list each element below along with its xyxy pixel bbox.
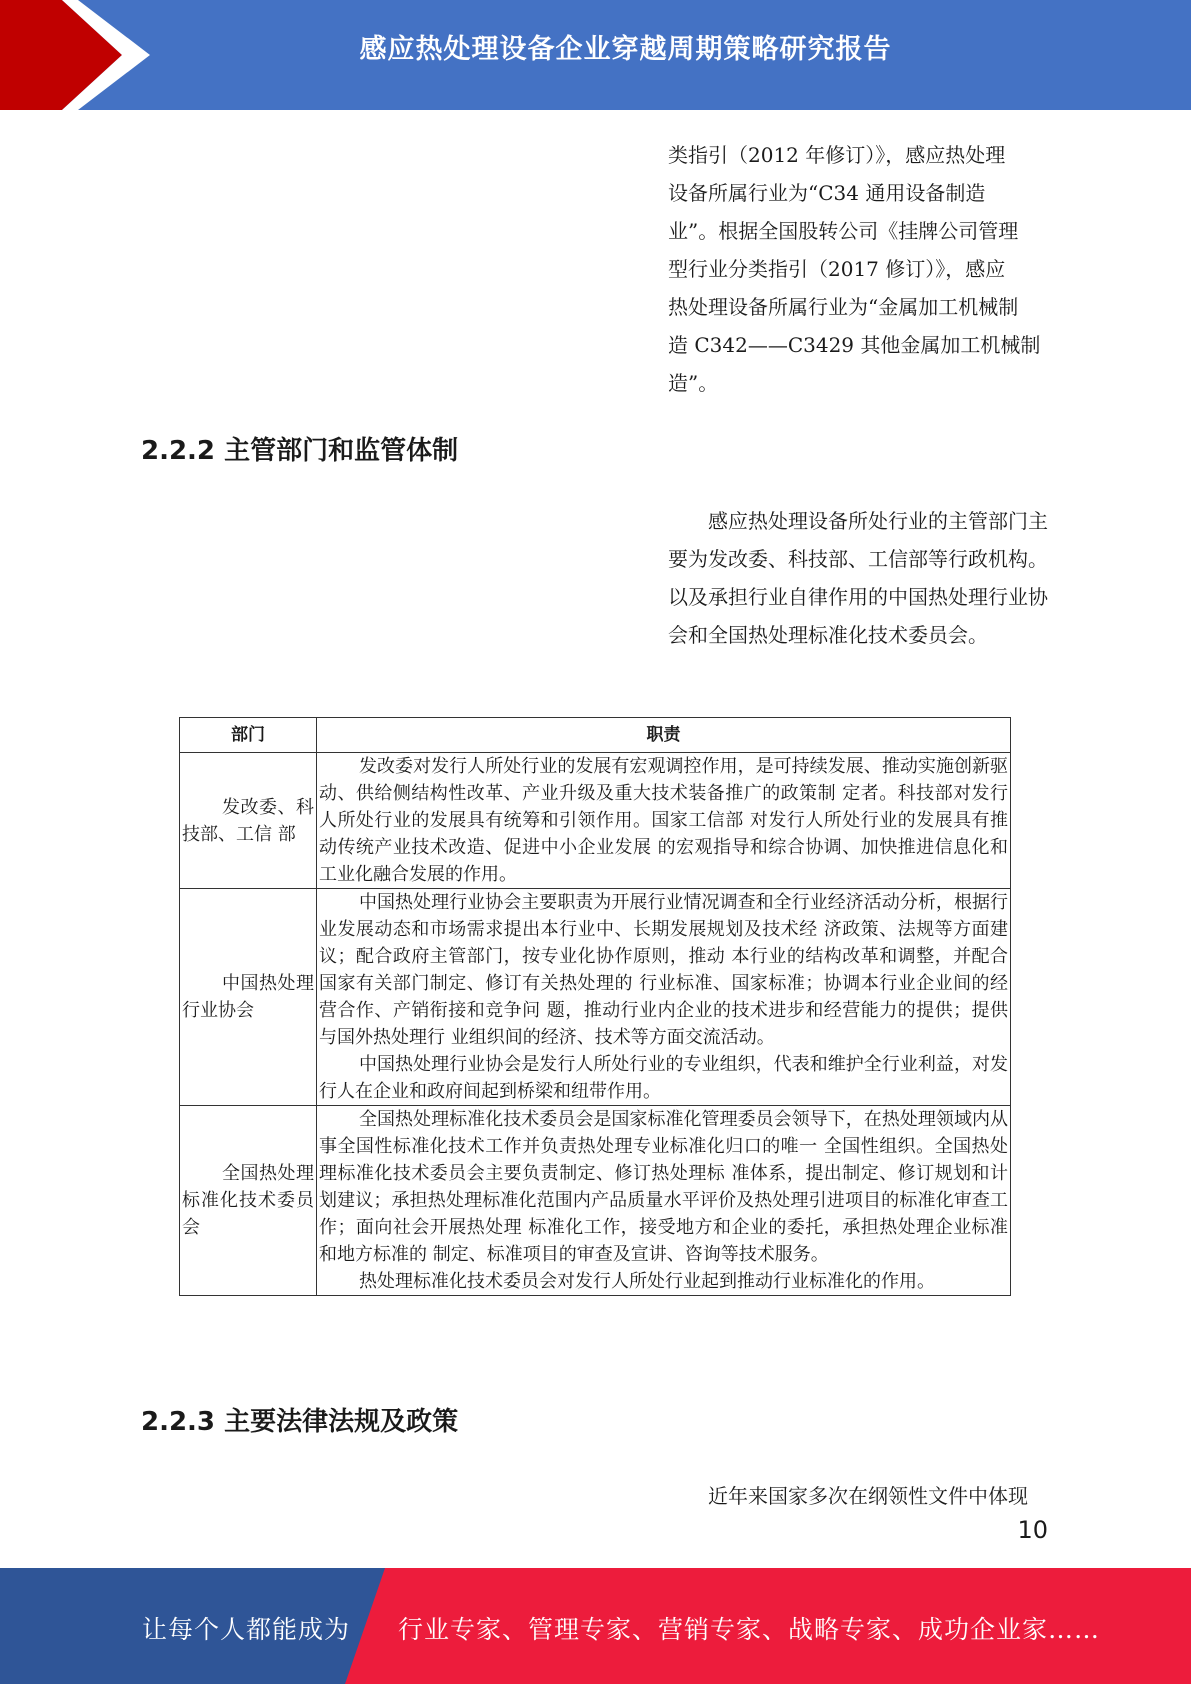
table-row: [180, 1106, 1011, 1296]
table-row: [180, 889, 1011, 1106]
duty-cell: [317, 1106, 1011, 1296]
page-header: [0, 0, 1191, 110]
column-header-department: 部门: [180, 718, 317, 753]
section-2-2-2-paragraph: 感应热处理设备所处行业的主管部门主要为发改委、科技部、工信部等行政机构。以及承担行业自律作用的中国热处理行业协会和全国热处理标准化技术委员会。: [668, 509, 1048, 647]
footer-slogan-right: 行业专家、管理专家、营销专家、战略专家、成功企业家……: [398, 1615, 1101, 1644]
duty-paragraph: 中国热处理行业协会主要职责为开展行业情况调查和全行业经济活动分析，根据行业发展动态和市场需求提出本行业中、长期发展规划及技术经 济政策、法规等方面建议；配合政府主管部门，按专业化协作原则，推动 本行业的结构改革和调整，并配合国家有关部门制定、修订有关热处理的 行业标准、国家标准；协调本行业企业间的经营合作、产销衔接和竞争问 题，推动行业内企业的技术进步和经营能力的提供；提供与国外热处理行 业组织间的经济、技术等方面交流活动。: [319, 892, 1008, 1048]
section-heading-2-2-3: 2.2.3 主要法律法规及政策: [141, 1407, 459, 1437]
intro-line: 型行业分类指引（2017 修订）》，感应: [668, 257, 1006, 281]
duty-paragraph: 发改委对发行人所处行业的发展有宏观调控作用，是可持续发展、推动实施创新驱动、供给侧结构性改革、产业升级及重大技术装备推广的政策制 定者。科技部对发行人所处行业的发展具有统筹和引领作用。国家工信部 对发行人所处行业的发展具有推动传统产业技术改造、促进中小企业发展 的宏观指导和综合协调、加快推进信息化和工业化融合发展的作用。: [319, 756, 1008, 885]
column-header-duty: 职责: [317, 718, 1011, 753]
intro-paragraph: [668, 136, 1048, 402]
intro-line: 造 C342——C3429 其他金属加工机械制: [668, 333, 1041, 357]
section-2-2-3-paragraph: 近年来国家多次在纲领性文件中体现: [708, 1484, 1028, 1508]
department-duty-table: [179, 717, 1011, 1296]
duty-paragraph: 全国热处理标准化技术委员会是国家标准化管理委员会领导下，在热处理领域内从事全国性标准化技术工作并负责热处理专业标准化归口的唯一 全国性组织。全国热处理标准化技术委员会主要负责制定、修订热处理标 准体系，提出制定、修订规划和计划建议；承担热处理标准化范围内产品质量水平评价及热处理引进项目的标准化审查工作；面向社会开展热处理 标准化工作，接受地方和企业的委托，承担热处理企业标准和地方标准的 制定、标准项目的审查及宣讲、咨询等技术服务。: [319, 1109, 1008, 1265]
department-cell: 发改委、科技部、工信 部: [180, 753, 317, 889]
duty-paragraph: 中国热处理行业协会是发行人所处行业的专业组织，代表和维护全行业利益，对发行人在企业和政府间起到桥梁和纽带作用。: [319, 1054, 1008, 1102]
duty-paragraph: 热处理标准化技术委员会对发行人所处行业起到推动行业标准化的作用。: [359, 1271, 935, 1292]
intro-line: 热处理设备所属行业为“金属加工机械制: [668, 295, 1019, 319]
intro-line: 造”。: [668, 371, 719, 395]
table-row: [180, 753, 1011, 889]
intro-line: 业”。根据全国股转公司《挂牌公司管理: [668, 219, 1019, 243]
header-chevron-decoration: [0, 0, 160, 110]
table-header-row: [180, 718, 1011, 753]
intro-line: 设备所属行业为“C34 通用设备制造: [668, 181, 986, 205]
page-number: 10: [1017, 1516, 1048, 1544]
page-footer: [0, 1568, 1191, 1684]
report-title: 感应热处理设备企业穿越周期策略研究报告: [359, 34, 892, 65]
duty-cell: [317, 753, 1011, 889]
intro-line: 类指引（2012 年修订）》，感应热处理: [668, 143, 1006, 167]
duty-cell: [317, 889, 1011, 1106]
footer-slogan-left: 让每个人都能成为: [142, 1615, 351, 1644]
department-cell: 中国热处理 行业协会: [180, 889, 317, 1106]
section-heading-2-2-2: 2.2.2 主管部门和监管体制: [141, 436, 459, 466]
department-cell: 全国热处理 标准化技术委员会: [180, 1106, 317, 1296]
